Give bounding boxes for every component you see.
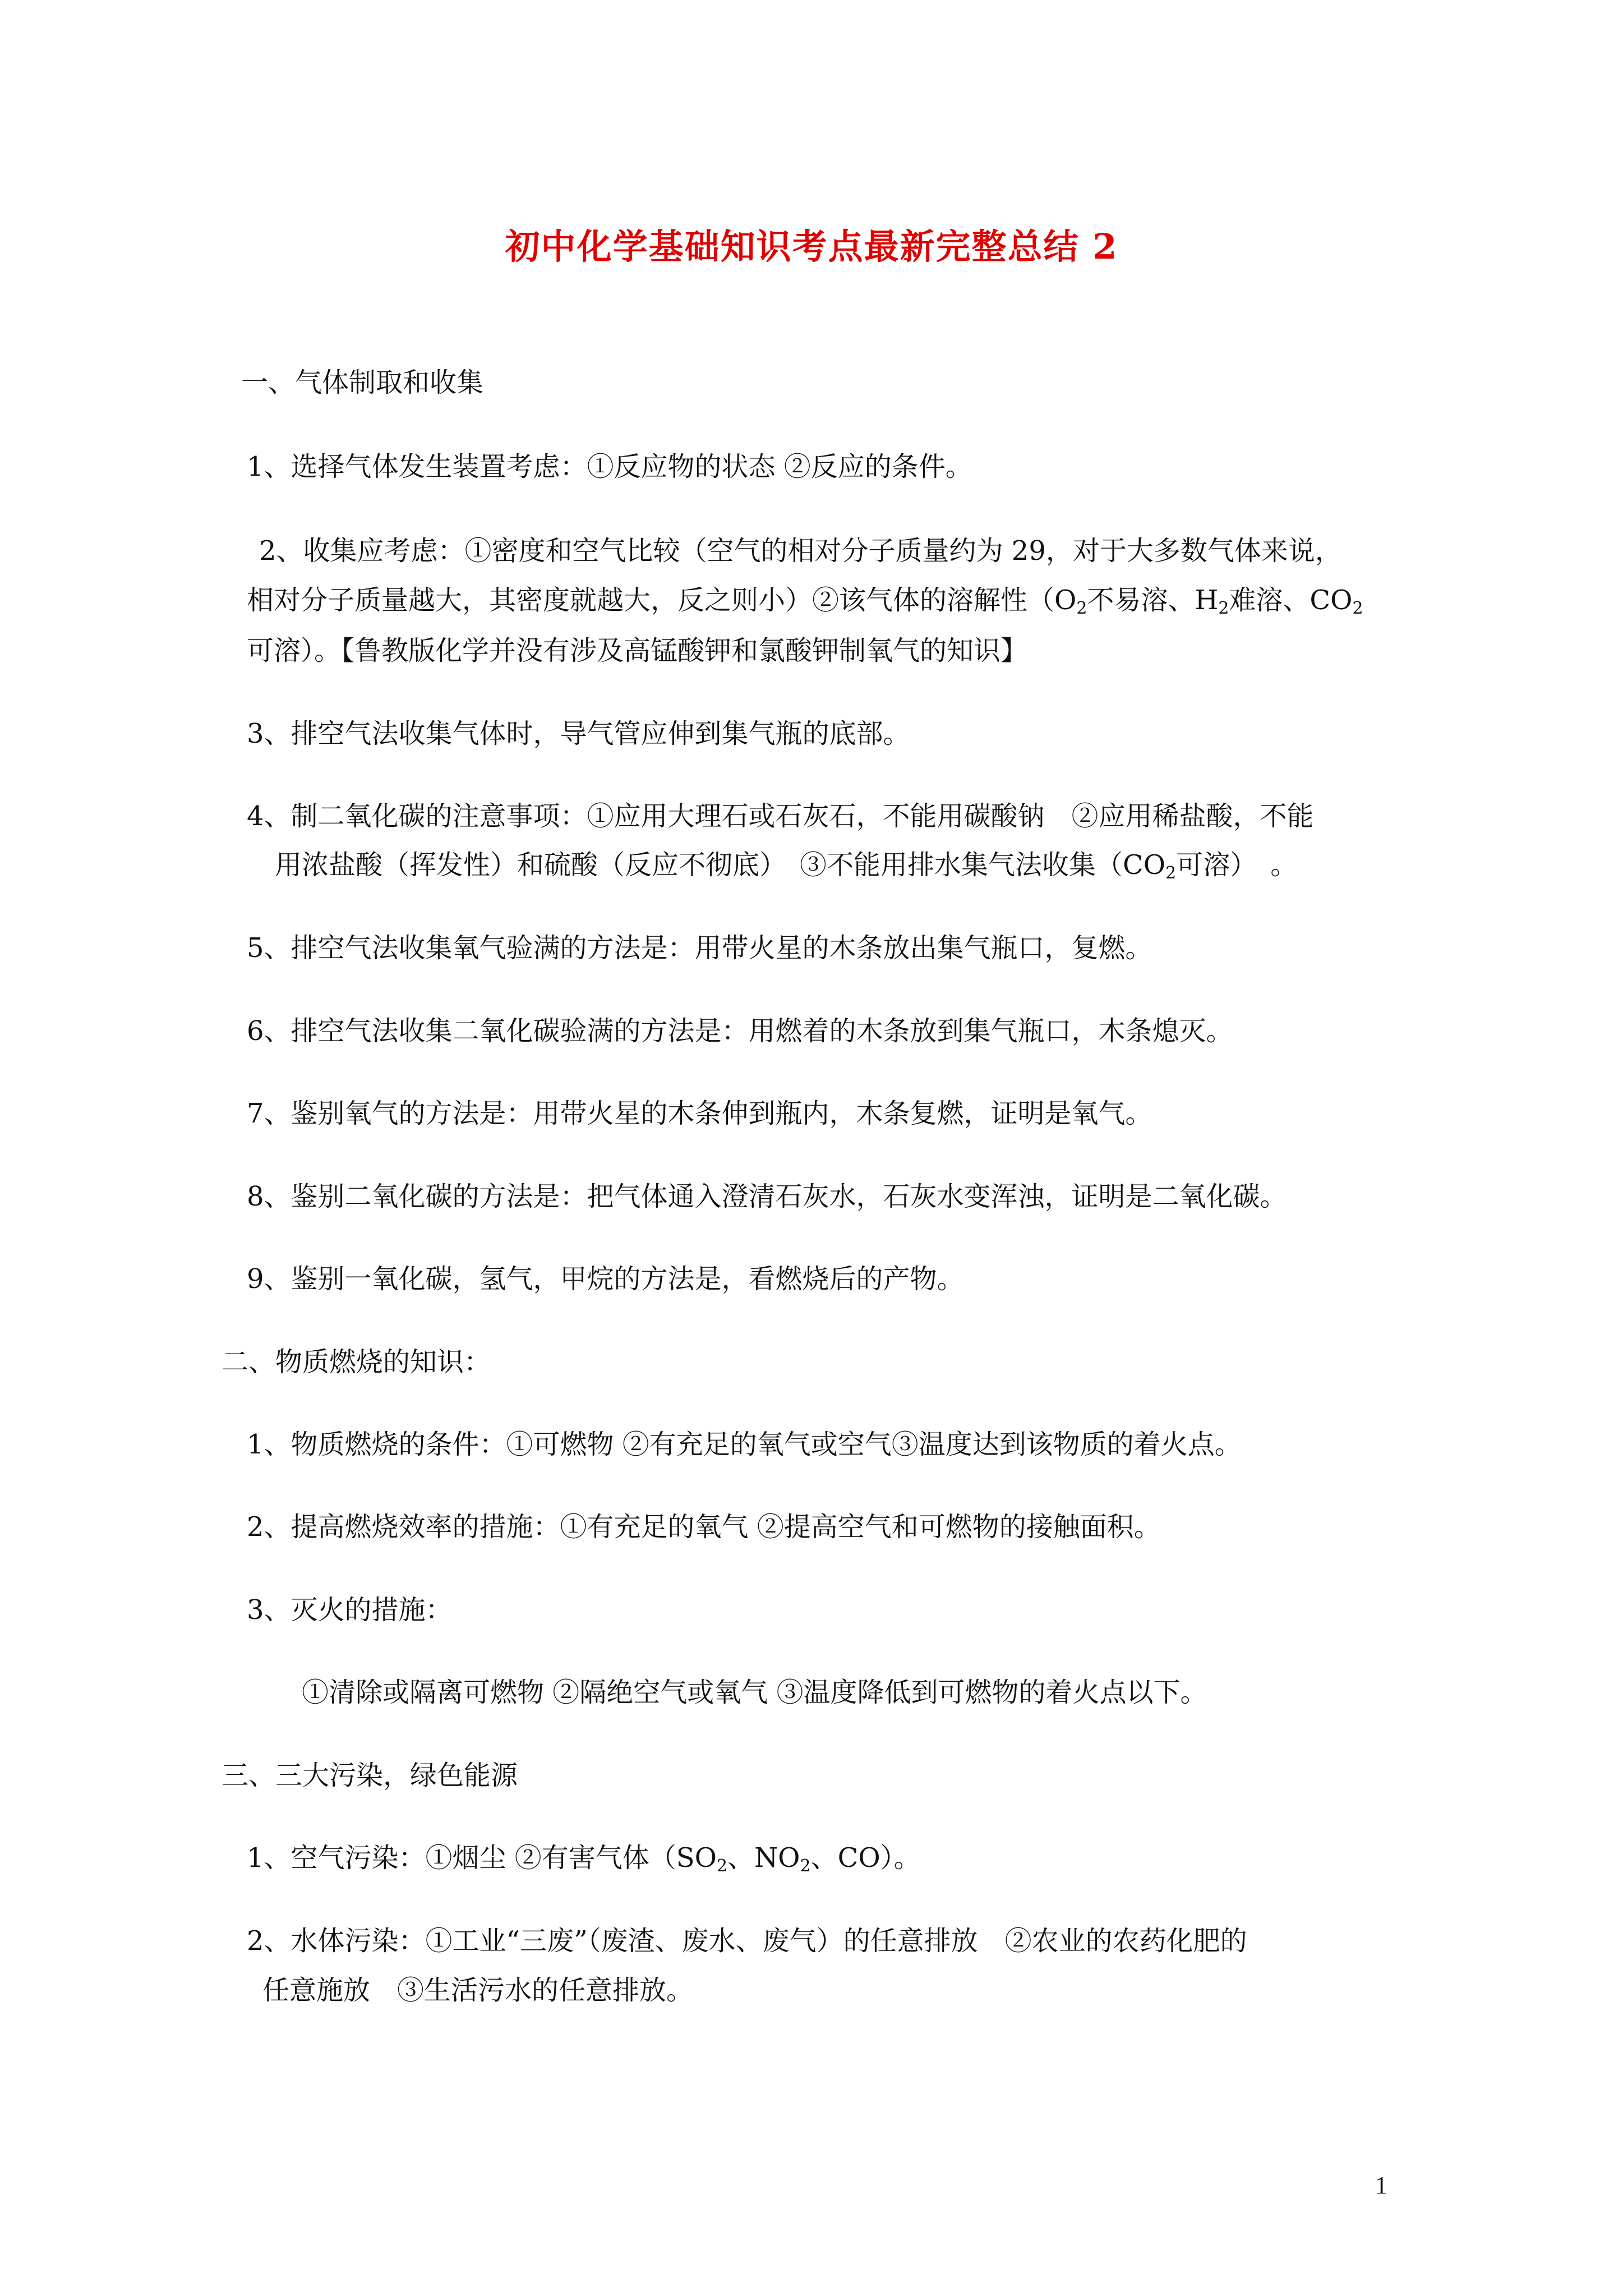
text-segment: 用浓盐酸（挥发性）和硫酸（反应不彻底） ③不能用排水集气法收集（CO: [275, 849, 1166, 881]
text-segment: 1、空气污染：①烟尘 ②有害气体（SO: [247, 1842, 717, 1874]
section-heading-combustion: 二、物质燃烧的知识：: [222, 1346, 491, 1378]
item-pollution-1: [247, 1841, 921, 1875]
text-segment: 可溶） 。: [1176, 849, 1298, 881]
item-gas-6: 6、排空气法收集二氧化碳验满的方法是：用燃着的木条放到集气瓶口，木条熄灭。: [247, 1015, 1233, 1047]
text-segment: 相对分子质量越大，其密度就越大，反之则小）②该气体的溶解性（O: [247, 585, 1077, 616]
item-combustion-2: 2、提高燃烧效率的措施：①有充足的氧气 ②提高空气和可燃物的接触面积。: [247, 1511, 1161, 1543]
item-gas-2-line-1: 2、收集应考虑：①密度和空气比较（空气的相对分子质量约为 29，对于大多数气体来说，: [259, 535, 1342, 567]
item-gas-4-line-2: [275, 848, 1297, 882]
text-segment: 不易溶、H: [1087, 585, 1219, 616]
document-title: 初中化学基础知识考点最新完整总结 2: [505, 226, 1118, 267]
subscript: 2: [717, 1856, 728, 1876]
subscript: 2: [1165, 863, 1177, 883]
subscript: 2: [1076, 599, 1087, 618]
item-gas-8: 8、鉴别二氧化碳的方法是：把气体通入澄清石灰水，石灰水变浑浊，证明是二氧化碳。: [247, 1181, 1287, 1212]
item-pollution-2-line-1: 2、水体污染：①工业“三废”（废渣、废水、废气）的任意排放 ②农业的农药化肥的: [247, 1925, 1247, 1957]
text-segment: 、NO: [727, 1842, 800, 1874]
item-gas-1: 1、选择气体发生装置考虑：①反应物的状态 ②反应的条件。: [247, 451, 972, 482]
item-gas-5: 5、排空气法收集氧气验满的方法是：用带火星的木条放出集气瓶口，复燃。: [247, 932, 1152, 964]
item-combustion-3-detail: ①清除或隔离可燃物 ②隔绝空气或氧气 ③温度降低到可燃物的着火点以下。: [302, 1677, 1207, 1708]
item-combustion-1: 1、物质燃烧的条件：①可燃物 ②有充足的氧气或空气③温度达到该物质的着火点。: [247, 1429, 1242, 1460]
item-pollution-2-line-2: 任意施放 ③生活污水的任意排放。: [262, 1975, 694, 2006]
subscript: 2: [1352, 599, 1363, 618]
subscript: 2: [1218, 599, 1229, 618]
item-gas-7: 7、鉴别氧气的方法是：用带火星的木条伸到瓶内，木条复燃，证明是氧气。: [247, 1098, 1152, 1129]
page-number: 1: [1375, 2171, 1387, 2199]
text-segment: 、CO）。: [810, 1842, 921, 1874]
subscript: 2: [800, 1856, 811, 1876]
item-gas-2-line-3: 可溶）。【鲁教版化学并没有涉及高锰酸钾和氯酸钾制氧气的知识】: [247, 635, 1028, 666]
section-heading-pollution: 三、三大污染，绿色能源: [222, 1760, 518, 1791]
text-segment: 难溶、CO: [1229, 585, 1353, 616]
item-gas-3: 3、排空气法收集气体时，导气管应伸到集气瓶的底部。: [247, 718, 910, 749]
item-combustion-3: 3、灭火的措施：: [247, 1594, 453, 1626]
item-gas-4-line-1: 4、制二氧化碳的注意事项：①应用大理石或石灰石，不能用碳酸钠 ②应用稀盐酸，不能: [247, 800, 1314, 832]
item-gas-2-line-2: [247, 583, 1363, 617]
section-heading-gas: 一、气体制取和收集: [241, 367, 484, 398]
item-gas-9: 9、鉴别一氧化碳，氢气，甲烷的方法是，看燃烧后的产物。: [247, 1263, 964, 1295]
